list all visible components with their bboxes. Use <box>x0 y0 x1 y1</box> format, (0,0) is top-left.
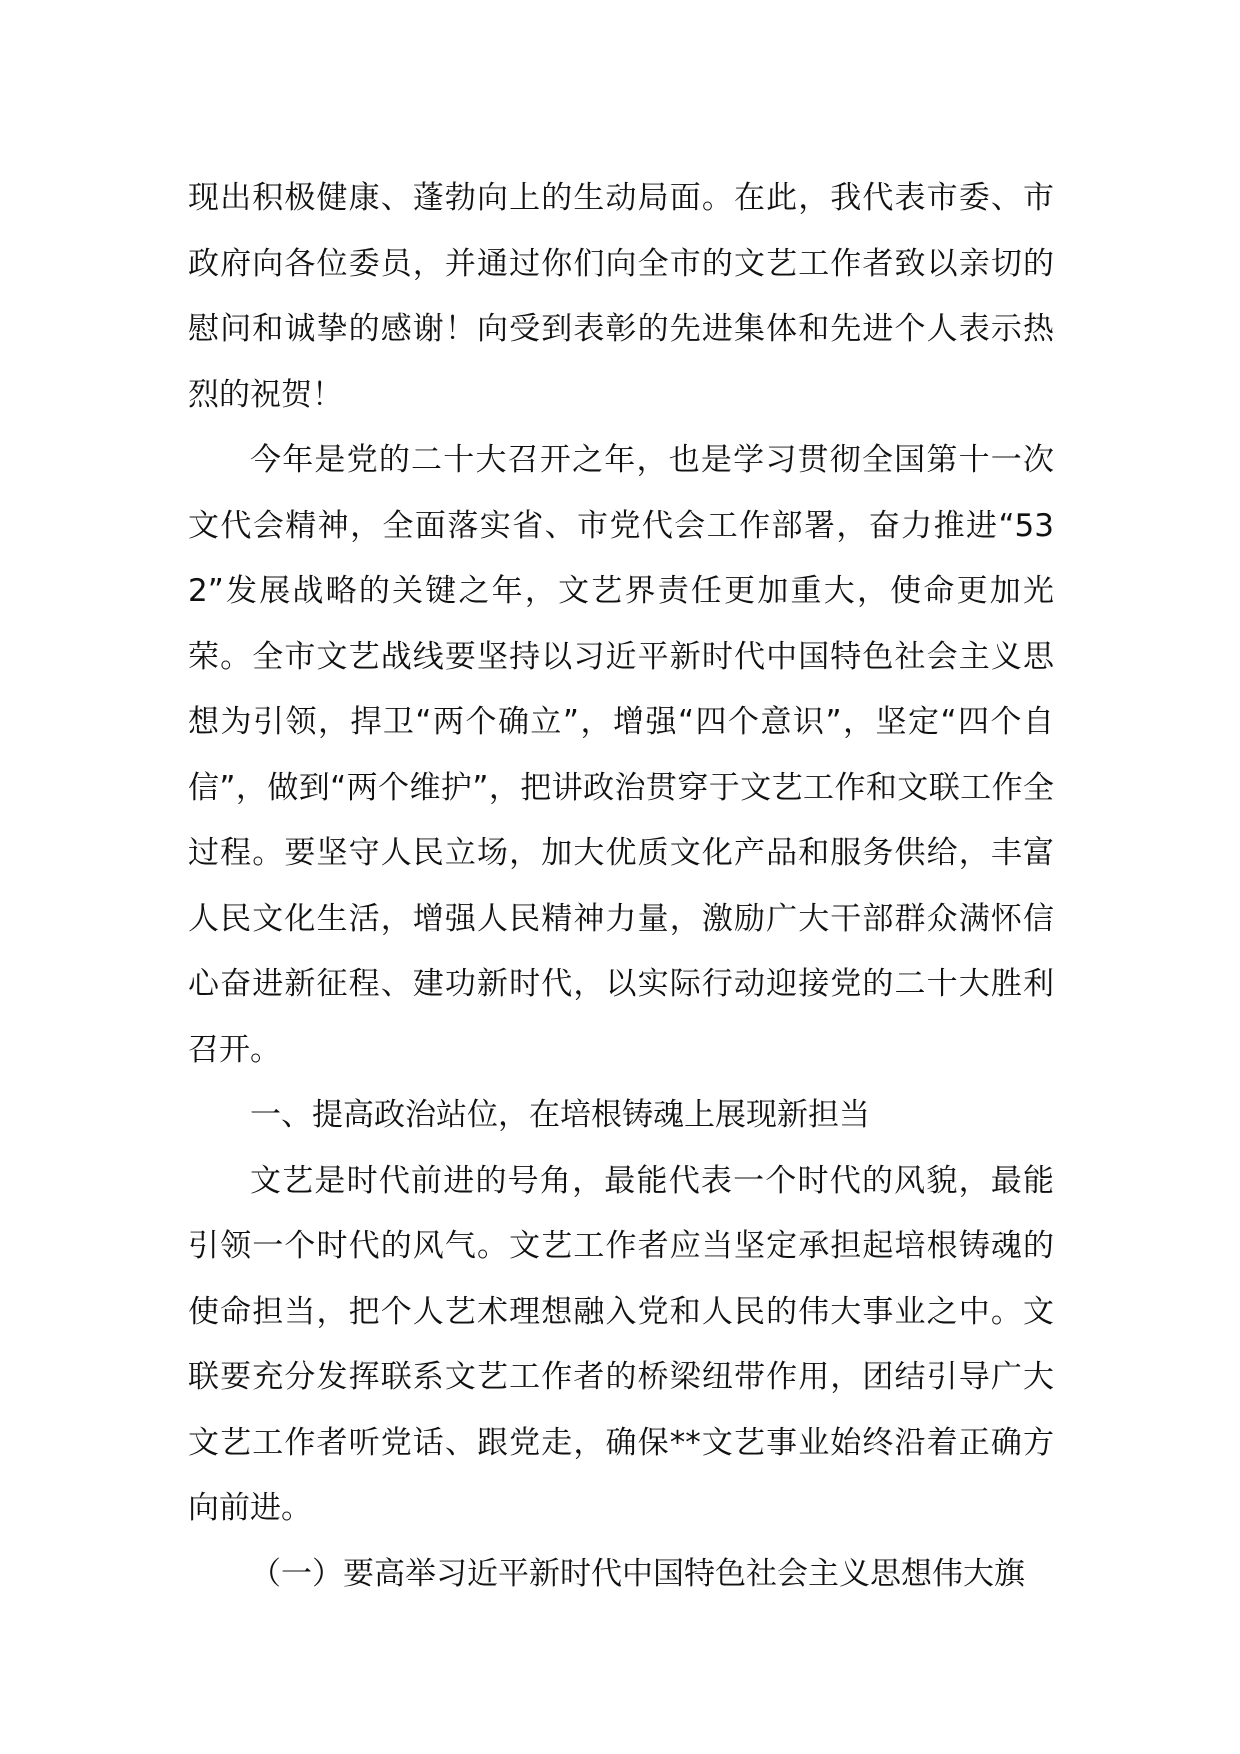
section-heading-1: 一、提高政治站位，在培根铸魂上展现新担当 <box>250 1097 870 1133</box>
paragraph-continuation: 现出积极健康、蓬勃向上的生动局面。在此，我代表市委、市政府向各位委员，并通过你们向全市的文艺工作者致以亲切的慰问和诚挚的感谢！向受到表彰的先进集体和先进个人表示热烈的祝贺！ <box>188 180 1054 413</box>
paragraph-this-year: 今年是党的二十大召开之年，也是学习贯彻全国第十一次文代会精神，全面落实省、市党代会工作部署，奋力推进“532”发展战略的关键之年，文艺界责任更加重大，使命更加光荣。全市文艺战线要坚持以习近平新时代中国特色社会主义思想为引领，捍卫“两个确立”，增强“四个意识”，坚定“四个自信”，做到“两个维护”，把讲政治贯穿于文艺工作和文联工作全过程。要坚守人民立场，加大优质文化产品和服务供给，丰富人民文化生活，增强人民精神力量，激励广大干部群众满怀信心奋进新征程、建功新时代，以实际行动迎接党的二十大胜利召开。 <box>188 442 1054 1068</box>
document-body <box>188 166 1054 1607</box>
paragraph-art-role: 文艺是时代前进的号角，最能代表一个时代的风貌，最能引领一个时代的风气。文艺工作者应当坚定承担起培根铸魂的使命担当，把个人艺术理想融入党和人民的伟大事业之中。文联要充分发挥联系文艺工作者的桥梁纽带作用，团结引导广大文艺工作者听党话、跟党走，确保**文艺事业始终沿着正确方向前进。 <box>188 1162 1054 1526</box>
subsection-heading-1: （一）要高举习近平新时代中国特色社会主义思想伟大旗 <box>250 1555 1025 1592</box>
